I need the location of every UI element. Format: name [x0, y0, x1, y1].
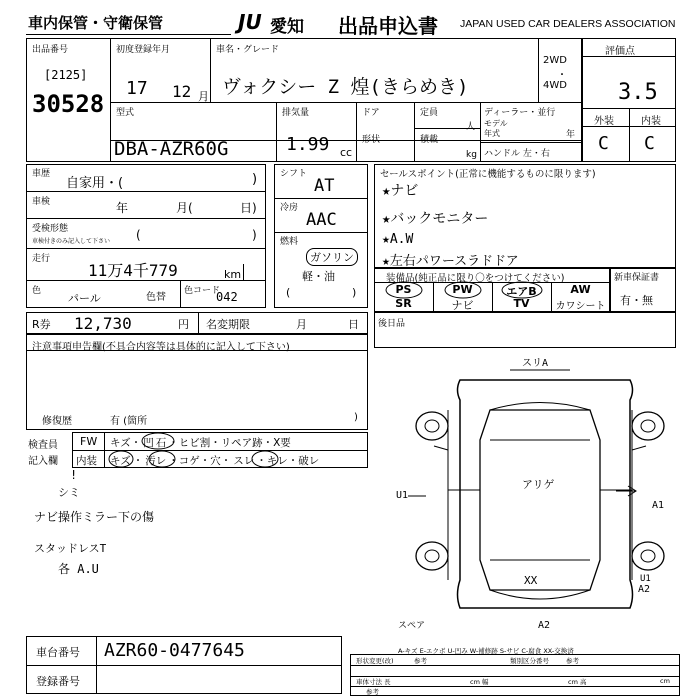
- diagram-center-label: アリゲ: [522, 478, 555, 491]
- diagram-bottom-label: A2: [538, 620, 551, 631]
- repair-history-value: 有 (箇所: [110, 416, 148, 427]
- equip-pw: PW: [452, 283, 473, 296]
- inspector-fw: FW: [80, 435, 98, 448]
- equip-seat: カワシート: [555, 301, 606, 312]
- car-damage-diagram: [390, 350, 690, 640]
- note-1: !: [70, 468, 78, 482]
- diagram-right-label: A1: [652, 500, 665, 511]
- tag-burn: ・コゲ・穴・: [168, 455, 232, 467]
- form-box-r3-unit: cm 高: [568, 678, 587, 686]
- displacement-value: 1.99: [286, 134, 330, 155]
- lot-number: 30528: [32, 90, 105, 118]
- name-change-day: 日: [348, 318, 359, 331]
- lot-sub: [2125]: [44, 68, 88, 82]
- storage-underline: [26, 34, 231, 35]
- usage-value: 自家用・(: [66, 176, 124, 191]
- mileage-value: 11万4千779: [88, 261, 178, 280]
- after-item-block: [374, 312, 676, 348]
- inspection-day: 日): [240, 201, 257, 215]
- inspection-label: 車検: [32, 197, 51, 207]
- inspector-label-1: 検査員: [28, 440, 58, 451]
- tag-scratch: キズ・: [110, 437, 142, 449]
- tag-rest: ・ヒビ割・リペア跡・X要: [168, 437, 291, 449]
- inspector-circles: [105, 430, 295, 472]
- fuel-paren: (: [286, 286, 291, 299]
- inspector-interior: 内装: [76, 455, 97, 467]
- tag-dent: 凹: [143, 437, 154, 449]
- equipment-label: 装備品(純正品に限り〇をつけてください): [386, 273, 565, 284]
- shift-value: AT: [314, 176, 335, 196]
- form-box-r1-label: 形状変更(改): [356, 657, 394, 665]
- handle-label: ハンドル 左・右: [484, 149, 550, 159]
- reception-label: 受検形態: [32, 224, 69, 234]
- diagram-center2-label: XX: [524, 574, 538, 587]
- r-ticket-unit: 円: [178, 318, 189, 331]
- lot-label: 出品番号: [32, 45, 69, 55]
- interior-label: 内装: [641, 116, 661, 127]
- capacity-unit: 人: [466, 122, 476, 132]
- registration-label: 初度登録年月: [116, 45, 171, 55]
- fuel-diesel: 軽・油: [302, 270, 335, 283]
- registration-month: 12: [172, 82, 192, 101]
- equip-ps: PS: [395, 283, 412, 296]
- form-box-r2-val: 参考: [566, 657, 579, 665]
- registration-no-label: 登録番号: [36, 675, 80, 688]
- reception-close: ): [252, 228, 257, 242]
- note-3: ナビ操作ミラー下の傷: [34, 510, 155, 524]
- model-label: 型式: [116, 108, 135, 118]
- inspector-label-2: 記入欄: [28, 456, 58, 467]
- selling-point-4: ★左右パワースラドドア: [382, 254, 519, 269]
- warranty-label: 新車保証書: [614, 273, 660, 283]
- color-label: 色: [32, 286, 42, 296]
- form-box-r3-val: cm 幅: [470, 678, 489, 686]
- warranty-value: 有・無: [620, 294, 653, 307]
- tag-int-scratch: キズ: [110, 455, 131, 467]
- selling-point-2: ★バックモニター: [382, 211, 489, 227]
- reception-paren: (: [136, 228, 141, 242]
- registration-year: 17: [126, 78, 148, 99]
- association-name: JAPAN USED CAR DEALERS ASSOCIATION: [460, 18, 676, 30]
- fuel-label: 燃料: [280, 237, 299, 247]
- rating-label: 評価点: [605, 46, 635, 57]
- form-box-r1-val: 参考: [414, 657, 427, 665]
- rating-value: 3.5: [618, 80, 658, 105]
- storage-label: 車内保管・守衛保管: [28, 14, 164, 32]
- model-value: DBA-AZR60G: [114, 138, 229, 160]
- ac-value: AAC: [306, 210, 337, 230]
- selling-points-label: セールスポイント(正常に機能するものに限ります): [380, 169, 596, 180]
- note-2: シミ: [58, 486, 80, 499]
- tag-cut: ・キレ・破レ: [256, 455, 320, 467]
- load-label: 積載: [420, 135, 439, 145]
- color-code-value: 042: [216, 290, 238, 304]
- chassis-label: 車台番号: [36, 646, 80, 659]
- diagram-top-label: スリA: [522, 358, 549, 369]
- color-value: パール: [68, 292, 101, 305]
- mileage-unit: km: [224, 268, 242, 281]
- dealer-label: ディーラー・並行: [484, 108, 556, 118]
- diagram-right-bottom2-label: A2: [638, 584, 651, 595]
- inspector-row2: キズ ・ 汚レ ・コゲ・穴・ スレ ・キレ・破レ: [110, 455, 320, 467]
- r-ticket-label: R券: [32, 318, 51, 331]
- selling-point-1: ★ナビ: [382, 183, 419, 199]
- shift-label: シフト: [280, 169, 308, 179]
- color-exchange-label: 色替: [146, 292, 166, 303]
- name-change-label: 名変期限: [206, 318, 250, 331]
- diagram-right-bottom-label: U1: [640, 574, 651, 584]
- form-box-r2-label: 類別区分番号: [510, 657, 549, 665]
- note-4: スタッドレスT: [34, 542, 107, 555]
- equip-sr: SR: [395, 297, 412, 310]
- diagram-spare-label: スペア: [398, 621, 426, 631]
- equip-tv: TV: [513, 297, 530, 310]
- car-name-label: 車名・グレード: [216, 45, 280, 55]
- doors-label: ドア: [362, 108, 380, 118]
- chassis-value: AZR60-0477645: [104, 640, 245, 661]
- ju-logo: JU: [238, 10, 262, 34]
- equipment-circles: [374, 280, 554, 300]
- aichi-label: 愛知: [270, 17, 304, 37]
- inspection-year: 年: [116, 201, 129, 215]
- displacement-label: 排気量: [282, 108, 310, 118]
- year-unit: 年: [566, 130, 576, 140]
- repair-history-label: 修復歴: [42, 416, 72, 427]
- mileage-label: 走行: [32, 254, 51, 264]
- drive-4wd: 4WD: [543, 80, 567, 91]
- name-change-month: 月: [296, 318, 307, 331]
- r-ticket-value: 12,730: [74, 314, 132, 333]
- usage-close: ): [252, 172, 258, 187]
- tag-stone: 石: [155, 437, 167, 449]
- capacity-label: 定員: [420, 108, 439, 118]
- diagram-left-label: U1: [396, 490, 409, 501]
- note-5: 各 A.U: [58, 562, 99, 576]
- cc-unit: cc: [340, 146, 353, 159]
- exterior-label: 外装: [594, 116, 614, 127]
- form-box-r4-label: 参考: [366, 688, 379, 696]
- ac-label: 冷房: [280, 203, 299, 213]
- reception-sub: 車検付きのみ記入して下さい: [32, 238, 111, 245]
- color-code-label: 色コード: [184, 286, 221, 296]
- form-title: 出品申込書: [338, 14, 438, 38]
- interior-value: C: [644, 133, 655, 154]
- drive-2wd: 2WD: [543, 55, 567, 66]
- tag-wear: スレ: [233, 455, 255, 467]
- fuel-close: ): [352, 286, 357, 299]
- equip-aw: AW: [570, 283, 591, 296]
- diagram-legend: A-キズ E-エクボ U-凹み W-補修跡 S-サビ C-腐食 XX-交換済: [398, 647, 574, 655]
- form-box-r3-end: cm: [660, 677, 670, 685]
- inspection-month: 月(: [176, 201, 193, 215]
- usage-label: 車歴: [32, 169, 51, 179]
- exterior-value: C: [598, 133, 609, 154]
- form-box-r3-label: 車体寸法 長: [356, 678, 391, 686]
- shape-label: 形状: [362, 135, 381, 145]
- equip-airbag: エアB: [506, 285, 537, 298]
- equip-navi: ナビ: [451, 299, 474, 312]
- repair-close: ): [354, 412, 358, 423]
- tag-stain: 汚レ: [145, 455, 167, 467]
- month-unit: 月: [198, 90, 209, 103]
- selling-point-3: ★A.W: [382, 232, 414, 247]
- load-unit: kg: [466, 150, 477, 160]
- car-name-value: ヴォクシー Z 煌(きらめき): [222, 76, 469, 98]
- after-item-label: 後日品: [378, 319, 406, 329]
- fuel-gasoline: ガソリン: [306, 248, 358, 266]
- model-year-label: モデル年式: [484, 119, 508, 138]
- notes-label: 注意事項申告欄(不具合内容等は具体的に記入して下さい): [32, 342, 290, 353]
